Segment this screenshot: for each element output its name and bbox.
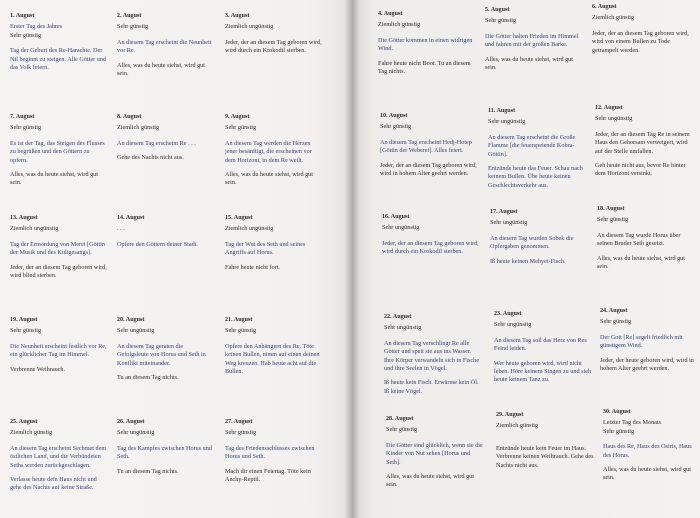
entry-note: Jeder, der an diesem Tag geboren wird, wird blind sterben. xyxy=(10,263,107,280)
entry-note: Haus des Re, Haus des Osiris, Haus des Horus. xyxy=(603,443,692,459)
calendar-entry-aug-6 xyxy=(592,3,690,61)
entry-note: An diesem Tag verschlingt Re alle Götter und speit sie aus ins Wasser. Ihre Körper verwandeln sich in Fische und ihre Seelen in Vögel. xyxy=(384,339,480,373)
calendar-entry-aug-25 xyxy=(10,418,108,499)
calendar-entry-aug-26 xyxy=(117,418,215,482)
entry-note: Geh heute nicht aus, bevor Re hinter dem Horizont versinkt. xyxy=(595,162,686,178)
entry-date: 28. August xyxy=(386,416,414,422)
entry-note: Jeder, der an diesem Tag geboren wird, wird durch ein Krokodil sterben. xyxy=(382,239,479,256)
entry-note: Opfere den Göttern deiner Stadt. xyxy=(117,240,198,248)
entry-date: 11. August xyxy=(488,108,516,114)
calendar-entry-aug-16 xyxy=(382,213,480,263)
calendar-entry-aug-21 xyxy=(225,316,323,382)
entry-note: Erster Tag des Jahres xyxy=(10,23,63,31)
calendar-entry-aug-5 xyxy=(485,6,583,78)
calendar-entry-aug-27 xyxy=(225,418,323,490)
entry-note: Iß heute keinen Mehyet-Fisch. xyxy=(490,257,566,265)
entry-date: 20. August xyxy=(117,317,145,323)
entry-rating: Sehr günstig xyxy=(225,429,257,437)
entry-date: 16. August xyxy=(382,214,410,220)
entry-rating: Sehr günstig xyxy=(600,318,632,326)
entry-note: Tag der Ermordung von Meret [Göttin der Musik und des Kultgesangs]. xyxy=(10,240,105,257)
entry-note: Iß heute kein Fisch. Erwärme kein Öl. Iß keine Vögel. xyxy=(384,379,479,395)
entry-note: An diesem Tag wurde Horus über seinen Bruder Seth gesetzt. xyxy=(597,231,681,248)
entry-date: 3. August xyxy=(225,13,250,19)
entry-note: Tu an diesem Tag nichts. xyxy=(117,467,179,475)
entry-note: Verbrenne Weihrauch. xyxy=(10,365,66,373)
entry-rating: Ziemlich günstig xyxy=(496,422,539,430)
entry-date: 4. August xyxy=(378,11,403,17)
entry-note: Entzünde heute kein Feuer im Haus. Verbrenne keinen Weihrauch. Gehe des Nachts nicht aus. xyxy=(496,444,594,469)
entry-note: An diesem Tag erscheint Sechmet dem östlichen Land, und die Verbündeten Seths werden zurückgeschlagen. xyxy=(10,444,107,469)
entry-rating: Ziemlich günstig xyxy=(10,429,53,437)
entry-date: 6. August xyxy=(592,4,617,10)
entry-note: Tag der Geburt des Re-Harachte. Der Nil beginnt zu steigen. Alle Götter und das Volk feiern. xyxy=(10,47,107,72)
entry-date: 26. August xyxy=(117,419,145,425)
entry-note: An diesem Tag erscheint Hedj-Hotep [Göttin der Weberei]. Alles feiert. xyxy=(380,138,472,155)
entry-note: Fahre heute nicht Boot. Tu an diesem Tag nichts. xyxy=(378,59,471,76)
entry-note: Opfere den Anhängern des Re. Töte keinen Bullen, nimm auf einen deinen Weg kreuzen. Hab heute acht auf die Bullen. xyxy=(225,342,320,376)
entry-note: Mach dir einen Feiertag. Töte kein Anchy-Reptil. xyxy=(225,467,311,484)
entry-rating: Sehr ungünstig xyxy=(490,219,528,227)
entry-rating: Ziemlich günstig xyxy=(378,21,421,29)
entry-date: 29. August xyxy=(496,412,524,418)
entry-rating: Sehr ungünstig xyxy=(384,324,422,332)
entry-note: Alles, was du heute siehst, wird gut sein. xyxy=(485,55,573,72)
entry-note: Wer heute geboren wird, wird nicht leben. Höre keinem Singen zu und sieh heute keinem Tanz zu. xyxy=(494,359,592,384)
calendar-entry-aug-19 xyxy=(10,316,108,380)
calendar-entry-aug-17 xyxy=(490,208,588,272)
entry-note: Jeder, der an diesem Tag geboren wird, wird in hohem Alter geehrt werden. xyxy=(380,161,477,178)
entry-note: Verlasse heute dein Haus nicht und gehe des Nachts auf keine Straße. xyxy=(10,476,97,492)
calendar-entry-aug-7 xyxy=(10,113,108,194)
entry-note: Der Gott [Re] segelt friedlich mit günstigem Wind. xyxy=(600,333,683,350)
entry-date: 15. August xyxy=(225,215,253,221)
entry-rating: Sehr günstig xyxy=(10,124,42,132)
book-gutter xyxy=(344,0,360,518)
entry-note: An diesem Tag erscheint Re . . . xyxy=(117,139,196,147)
entry-rating: Sehr ungünstig xyxy=(382,224,420,232)
calendar-entry-aug-20 xyxy=(117,316,215,388)
entry-date: 21. August xyxy=(225,317,253,323)
entry-date: 2. August xyxy=(117,13,142,19)
calendar-entry-aug-24 xyxy=(600,307,698,379)
entry-rating: Sehr ungünstig xyxy=(494,321,532,329)
entry-note: Jeder, der an diesem Tag geboren wird, wird von einem Bullen zu Tode getrampelt werden. xyxy=(592,29,689,54)
calendar-entry-aug-1 xyxy=(10,12,108,78)
entry-note: Fahre heute nicht fort. xyxy=(225,263,280,271)
entry-rating: Sehr günstig xyxy=(225,124,257,132)
calendar-entry-aug-12 xyxy=(595,104,693,185)
entry-date: 22. August xyxy=(384,314,412,320)
calendar-entry-aug-10 xyxy=(380,112,478,184)
entry-rating: Ziemlich ungünstig xyxy=(225,23,274,31)
entry-note: Die Götter halten Frieden im Himmel und fahren mit der großen Barke. xyxy=(485,32,579,49)
entry-rating: Sehr günstig xyxy=(225,327,257,335)
calendar-entry-aug-29 xyxy=(496,411,594,476)
entry-date: 7. August xyxy=(10,114,35,120)
calendar-entry-aug-30 xyxy=(603,408,700,489)
entry-date: 1. August xyxy=(10,13,35,19)
entry-date: 25. August xyxy=(10,419,38,425)
entry-date: 12. August xyxy=(595,105,623,111)
calendar-entry-aug-22 xyxy=(384,313,482,402)
calendar-entry-aug-14 xyxy=(117,214,215,255)
entry-note: An diesem Tag wurden Sobek die Opfergaben genommen. xyxy=(490,234,574,251)
entry-rating: Ziemlich ungünstig xyxy=(10,225,59,233)
entry-note: Gehe des Nachts nicht aus. xyxy=(117,154,184,162)
entry-note: An diesem Tag soll das Herz von Res Feind leiden. xyxy=(494,336,587,353)
calendar-entry-aug-11 xyxy=(488,107,586,196)
entry-note: Jeder, der heute geboren wird, wird in hohem Alter geehrt werden. xyxy=(600,356,694,373)
entry-note: Alles, was du heute siehst, wird gut sein. xyxy=(10,171,98,187)
entry-rating: Sehr günstig xyxy=(597,216,629,224)
entry-rating: Sehr ungünstig xyxy=(488,118,526,126)
entry-note: Alles, was du heute siehst, wird gut sein. xyxy=(597,254,685,271)
entry-note: Die Neunheit erscheint festlich vor Re, ein glücklicher Tag im Himmel. xyxy=(10,342,107,359)
calendar-entry-aug-13 xyxy=(10,214,108,286)
entry-date: 8. August xyxy=(117,114,142,120)
entry-note: Jeder, der an diesem Tag geboren wird, wird durch ein Krokodil sterben. xyxy=(225,38,322,55)
entry-note: Alles, was du heute siehst, wird gut sein. xyxy=(603,466,691,482)
calendar-entry-aug-28 xyxy=(386,415,484,496)
entry-rating: Sehr ungünstig xyxy=(117,327,155,335)
entry-date: 10. August xyxy=(380,113,408,119)
entry-date: 27. August xyxy=(225,419,253,425)
entry-note: Jeder, der an diesem Tag Re in seinem Haus den Gehorsam verweigert, wird auf der Stelle umfallen. xyxy=(595,130,690,155)
entry-rating: Sehr günstig xyxy=(386,426,418,434)
calendar-entry-aug-4 xyxy=(378,10,476,82)
entry-note: Alles, was du heute siehst, wird gut sein. xyxy=(117,61,205,78)
entry-note: Letzter Tag des Monats xyxy=(603,419,662,427)
entry-rating: Ziemlich günstig xyxy=(592,14,635,22)
entry-date: 5. August xyxy=(485,7,510,13)
entry-note: Tag des Kampfes zwischen Horus und Seth. xyxy=(117,444,212,461)
entry-note: Alles, was du heute siehst, wird gut sein. xyxy=(386,473,474,489)
entry-date: 30. August xyxy=(603,409,631,415)
entry-note: An diesem Tag erscheint die Neunheit vor Re. xyxy=(117,38,212,55)
entry-rating: Sehr günstig xyxy=(603,427,635,435)
entry-note: An diesem Tag geraten die Gefolgsleute von Horus und Seth in Konflikt miteinander. xyxy=(117,342,206,367)
entry-date: 9. August xyxy=(225,114,250,120)
entry-rating: Sehr günstig xyxy=(10,31,42,39)
entry-note: Tag des Friedensschlusses zwischen Horus und Seth. xyxy=(225,444,315,461)
entry-date: 24. August xyxy=(600,308,628,314)
entry-rating: Sehr günstig xyxy=(380,123,412,131)
entry-date: 19. August xyxy=(10,317,38,323)
entry-date: 14. August xyxy=(117,215,145,221)
entry-note: Entzünde heute das Feuer. Schau nach keinem Bullen. Übe heute keinen Geschlechtsverkehr aus. xyxy=(488,165,583,189)
entry-date: 18. August xyxy=(597,206,625,212)
entry-rating: Sehr günstig xyxy=(485,17,517,25)
calendar-entry-aug-23 xyxy=(494,310,592,391)
entry-note: Tag der Wut des Seth und seines Angriffs auf Horus. xyxy=(225,240,306,257)
entry-rating: Sehr ungünstig xyxy=(117,429,155,437)
entry-note: Alles, was du heute siehst, wird gut sein. xyxy=(225,171,313,187)
entry-note: An diesem Tag werden die Herzen jener besänftigt, die erscheinen vor dem Horizont, in dem Re weilt. xyxy=(225,139,312,164)
calendar-entry-aug-15 xyxy=(225,214,323,278)
entry-note: Die Götter sind glücklich, wenn sie die Kinder von Nut sehen [Horus und Seth]. xyxy=(386,441,483,466)
entry-rating: Sehr ungünstig xyxy=(595,115,633,123)
calendar-entry-aug-8 xyxy=(117,113,215,169)
entry-note: Es ist der Tag, das Steigen des Flusses zu begrüßen und den Göttern zu opfern. xyxy=(10,139,105,164)
entry-note: Tu an diesem Tag nichts. xyxy=(117,374,179,382)
entry-rating: Ziemlich ungünstig xyxy=(225,225,274,233)
calendar-entry-aug-9 xyxy=(225,113,323,194)
entry-date: 13. August xyxy=(10,215,38,221)
calendar-entry-aug-18 xyxy=(597,205,695,277)
entry-note: An diesem Tag erscheint die Große Flamme [die feuerspeiende Kobra-Göttin]. xyxy=(488,133,576,158)
entry-rating: Sehr günstig xyxy=(117,23,149,31)
calendar-entry-aug-2 xyxy=(117,12,215,84)
entry-rating: . . . xyxy=(117,225,125,233)
entry-rating: Ziemlich günstig xyxy=(117,124,160,132)
entry-rating: Sehr günstig xyxy=(10,327,42,335)
entry-note: Die Götter kommen in einen widrigen Wind. xyxy=(378,36,473,53)
entry-date: 23. August xyxy=(494,311,522,317)
calendar-entry-aug-3 xyxy=(225,12,323,62)
entry-date: 17. August xyxy=(490,209,518,215)
